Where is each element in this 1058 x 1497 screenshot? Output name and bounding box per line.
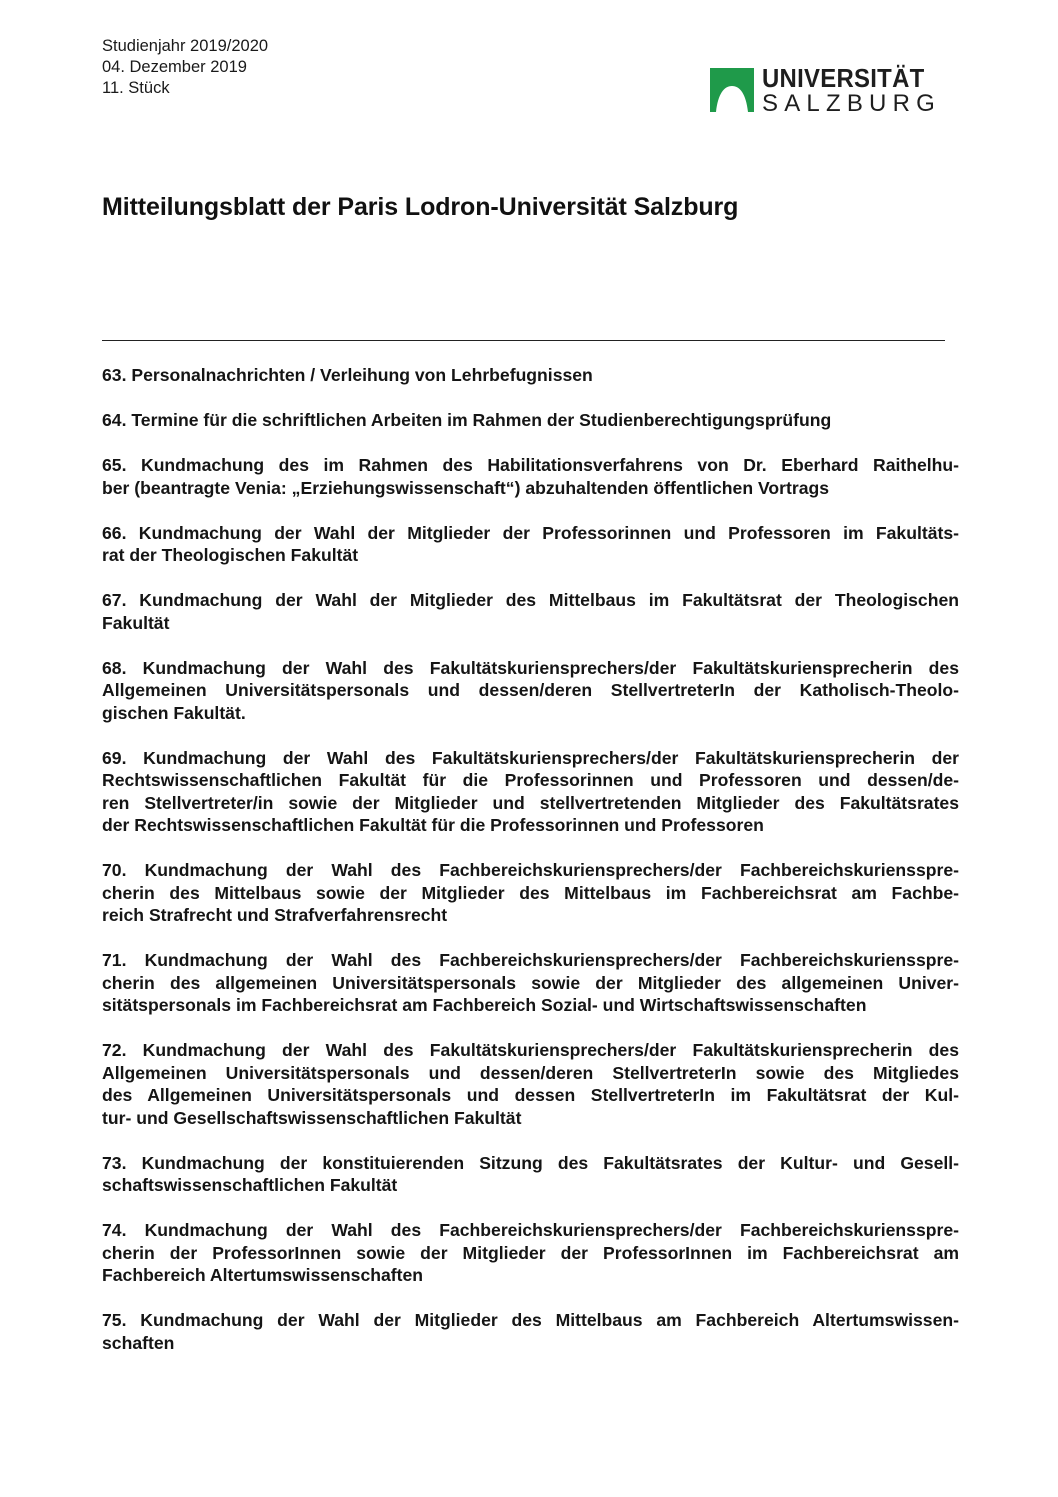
entry-line: Fachbereich Altertumswissenschaften (102, 1265, 424, 1285)
page-title: Mitteilungsblatt der Paris Lodron-Universität Salzburg (102, 193, 739, 221)
entry-line: tur- und Gesellschaftswissenschaftlichen Fakultät (102, 1107, 522, 1128)
contents-list (102, 364, 959, 1377)
entry-line: 69. Kundmachung der Wahl des Fakultätskuriensprechers/der Fakultätskuriensprecherin der (102, 747, 959, 768)
entry-line: sitätspersonals im Fachbereichsrat am Fachbereich Sozial- und Wirtschaftswissenschaften (102, 995, 867, 1015)
entry-line: ber (beantragte Venia: „Erziehungswissenschaft“) abzuhaltenden öffentlichen Vortrags (102, 477, 830, 498)
entry-line: 68. Kundmachung der Wahl des Fakultätskuriensprechers/der Fakultätskuriensprecherin des (102, 657, 959, 678)
entry-line: 72. Kundmachung der Wahl des Fakultätskuriensprechers/der Fakultätskuriensprecherin des (102, 1040, 959, 1060)
entry-line: Allgemeinen Universitätspersonals und dessen/deren StellvertreterIn sowie des Mitgliedes (102, 1062, 959, 1083)
entry-line: Rechtswissenschaftlichen Fakultät für die Professorinnen und Professoren und dessen/de- (102, 770, 959, 790)
entry-line: schaftswissenschaftlichen Fakultät (102, 1175, 398, 1195)
logo-text-salzburg: SALZBURG (762, 90, 941, 117)
issue-date: 04. Dezember 2019 (102, 58, 247, 76)
entry-line: reich Strafrecht und Strafverfahrensrecht (102, 905, 448, 925)
entry-line: cherin des Mittelbaus sowie der Mitglieder des Mittelbaus im Fachbereichsrat am Fachbe- (102, 882, 959, 903)
issue-number: 11. Stück (102, 79, 170, 97)
entry-line: schaften (102, 1332, 175, 1353)
logo-text-universitaet: UNIVERSITÄT (762, 63, 925, 93)
contents-entry (102, 1039, 959, 1129)
title-divider (102, 340, 945, 341)
contents-entry (102, 522, 959, 567)
entry-line: cherin des allgemeinen Universitätspersonals sowie der Mitglieder des allgemeinen Univer- (102, 972, 959, 993)
entry-line: rat der Theologischen Fakultät (102, 545, 359, 565)
entry-line: 63. Personalnachrichten / Verleihung von Lehrbefugnissen (102, 365, 593, 385)
contents-entry (102, 409, 959, 432)
entry-line: Allgemeinen Universitätspersonals und dessen/deren StellvertreterIn der Katholisch-Theolo- (102, 680, 959, 700)
entry-line: 75. Kundmachung der Wahl der Mitglieder des Mittelbaus am Fachbereich Altertumswissen- (102, 1310, 959, 1330)
study-year: Studienjahr 2019/2020 (102, 37, 269, 55)
contents-entry (102, 747, 959, 837)
entry-line: 73. Kundmachung der konstituierenden Sitzung des Fakultätsrates der Kultur- und Gesell- (102, 1152, 959, 1173)
entry-line: gischen Fakultät. (102, 702, 246, 723)
entry-line: Fakultät (102, 612, 170, 633)
contents-entry (102, 1152, 959, 1197)
university-logo (710, 63, 941, 120)
entry-line: 64. Termine für die schriftlichen Arbeiten im Rahmen der Studienberechtigungsprüfung (102, 410, 832, 430)
contents-entry (102, 949, 959, 1017)
university-logo-icon (710, 68, 754, 112)
entry-line: 65. Kundmachung des im Rahmen des Habilitationsverfahrens von Dr. Eberhard Raithelhu- (102, 455, 959, 475)
contents-entry (102, 859, 959, 927)
entry-line: der Rechtswissenschaftlichen Fakultät für die Professorinnen und Professoren (102, 815, 764, 835)
contents-entry (102, 589, 959, 634)
entry-line: 71. Kundmachung der Wahl des Fachbereichskuriensprechers/der Fachbereichskuriensspre- (102, 950, 959, 970)
entry-line: 66. Kundmachung der Wahl der Mitglieder der Professorinnen und Professoren im Fakultäts- (102, 522, 959, 543)
contents-entry (102, 454, 959, 499)
contents-entry (102, 1309, 959, 1354)
entry-line: 67. Kundmachung der Wahl der Mitglieder des Mittelbaus im Fakultätsrat der Theologischen (102, 590, 959, 610)
entry-line: des Allgemeinen Universitätspersonals und dessen StellvertreterIn im Fakultätsrat der Kul- (102, 1085, 959, 1105)
entry-line: 70. Kundmachung der Wahl des Fachbereichskuriensprechers/der Fachbereichskuriensspre- (102, 860, 959, 880)
entry-line: ren Stellvertreter/in sowie der Mitglieder und stellvertretenden Mitglieder des Fakultätsrates (102, 792, 959, 813)
entry-line: 74. Kundmachung der Wahl des Fachbereichskuriensprechers/der Fachbereichskuriensspre- (102, 1220, 959, 1240)
entry-line: cherin der ProfessorInnen sowie der Mitglieder der ProfessorInnen im Fachbereichsrat am (102, 1242, 959, 1263)
contents-entry (102, 657, 959, 725)
contents-entry (102, 1219, 959, 1287)
issue-metadata (102, 36, 268, 99)
contents-entry (102, 364, 959, 387)
